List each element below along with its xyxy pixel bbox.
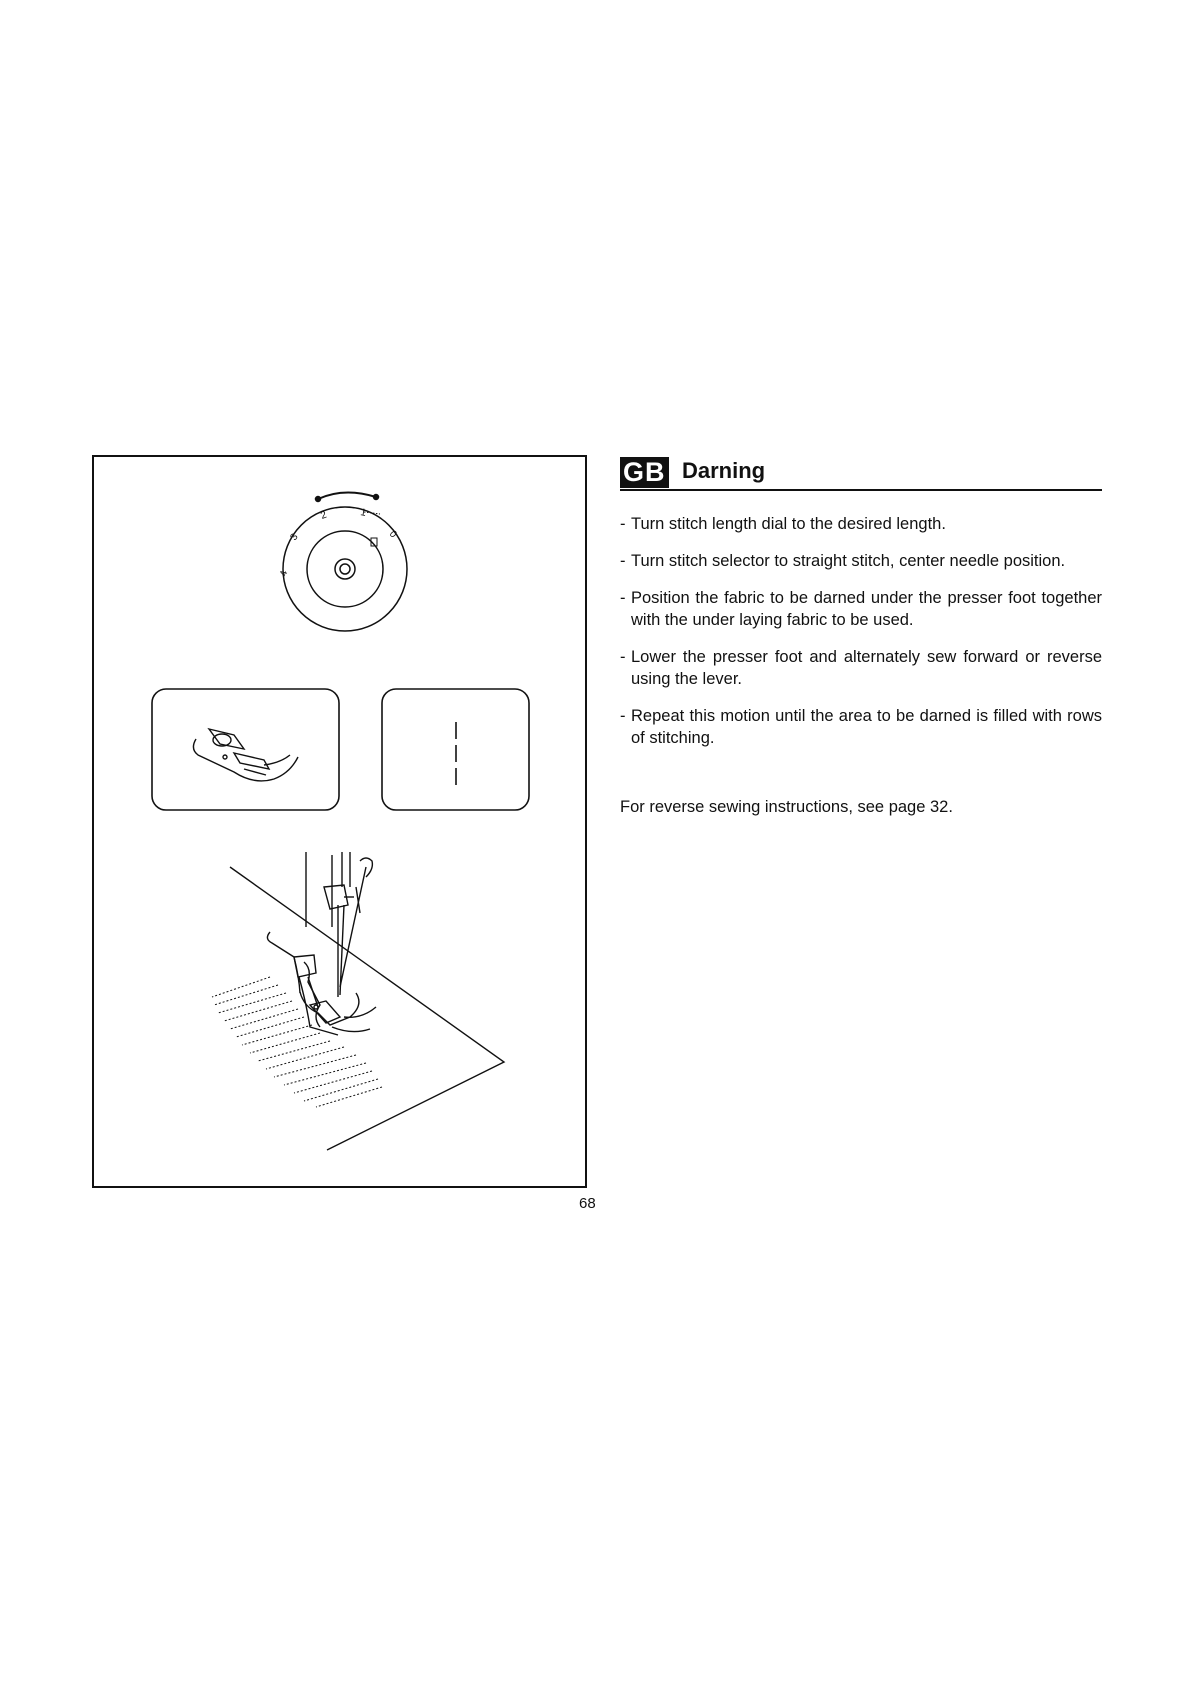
step-dash: - [620, 515, 626, 533]
presser-foot-panel [152, 689, 339, 810]
dial-number: 0 [386, 528, 399, 541]
darned-stitch-rows [212, 977, 382, 1107]
section-heading [620, 455, 1102, 491]
dial-number: 2 [319, 509, 329, 522]
step-text: Turn stitch length dial to the desired length. [631, 515, 946, 533]
page-number: 68 [579, 1195, 596, 1212]
reverse-sewing-note: For reverse sewing instructions, see page 32. [620, 798, 953, 816]
darning-section [620, 455, 1102, 764]
darning-scene [230, 852, 504, 1150]
step-dash: - [620, 552, 626, 570]
step-text: Turn stitch selector to straight stitch, center needle position. [631, 552, 1066, 570]
instruction-step [620, 550, 1102, 572]
step-dash: - [620, 707, 626, 725]
instruction-list [620, 513, 1102, 749]
step-text: Repeat this motion until the area to be darned is filled with rows of stitching. [631, 707, 1102, 747]
illustration-frame [92, 455, 587, 1188]
dial-number: 3 [288, 531, 301, 543]
step-dash: - [620, 648, 626, 666]
step-text: Position the fabric to be darned under the presser foot together with the under laying fabric to be used. [631, 589, 1102, 629]
instruction-step [620, 513, 1102, 535]
language-badge: GB [620, 457, 669, 488]
step-text: Lower the presser foot and alternately sew forward or reverse using the lever. [631, 648, 1102, 688]
step-dash: - [620, 589, 626, 607]
instruction-step [620, 646, 1102, 690]
section-title: Darning [682, 458, 766, 483]
darning-illustration [94, 457, 589, 1190]
stitch-length-dial [283, 492, 407, 631]
straight-stitch-panel [382, 689, 529, 810]
instruction-step [620, 587, 1102, 631]
dial-number: 4 [278, 569, 291, 578]
instruction-step [620, 705, 1102, 749]
dial-number: 1 [359, 507, 367, 519]
